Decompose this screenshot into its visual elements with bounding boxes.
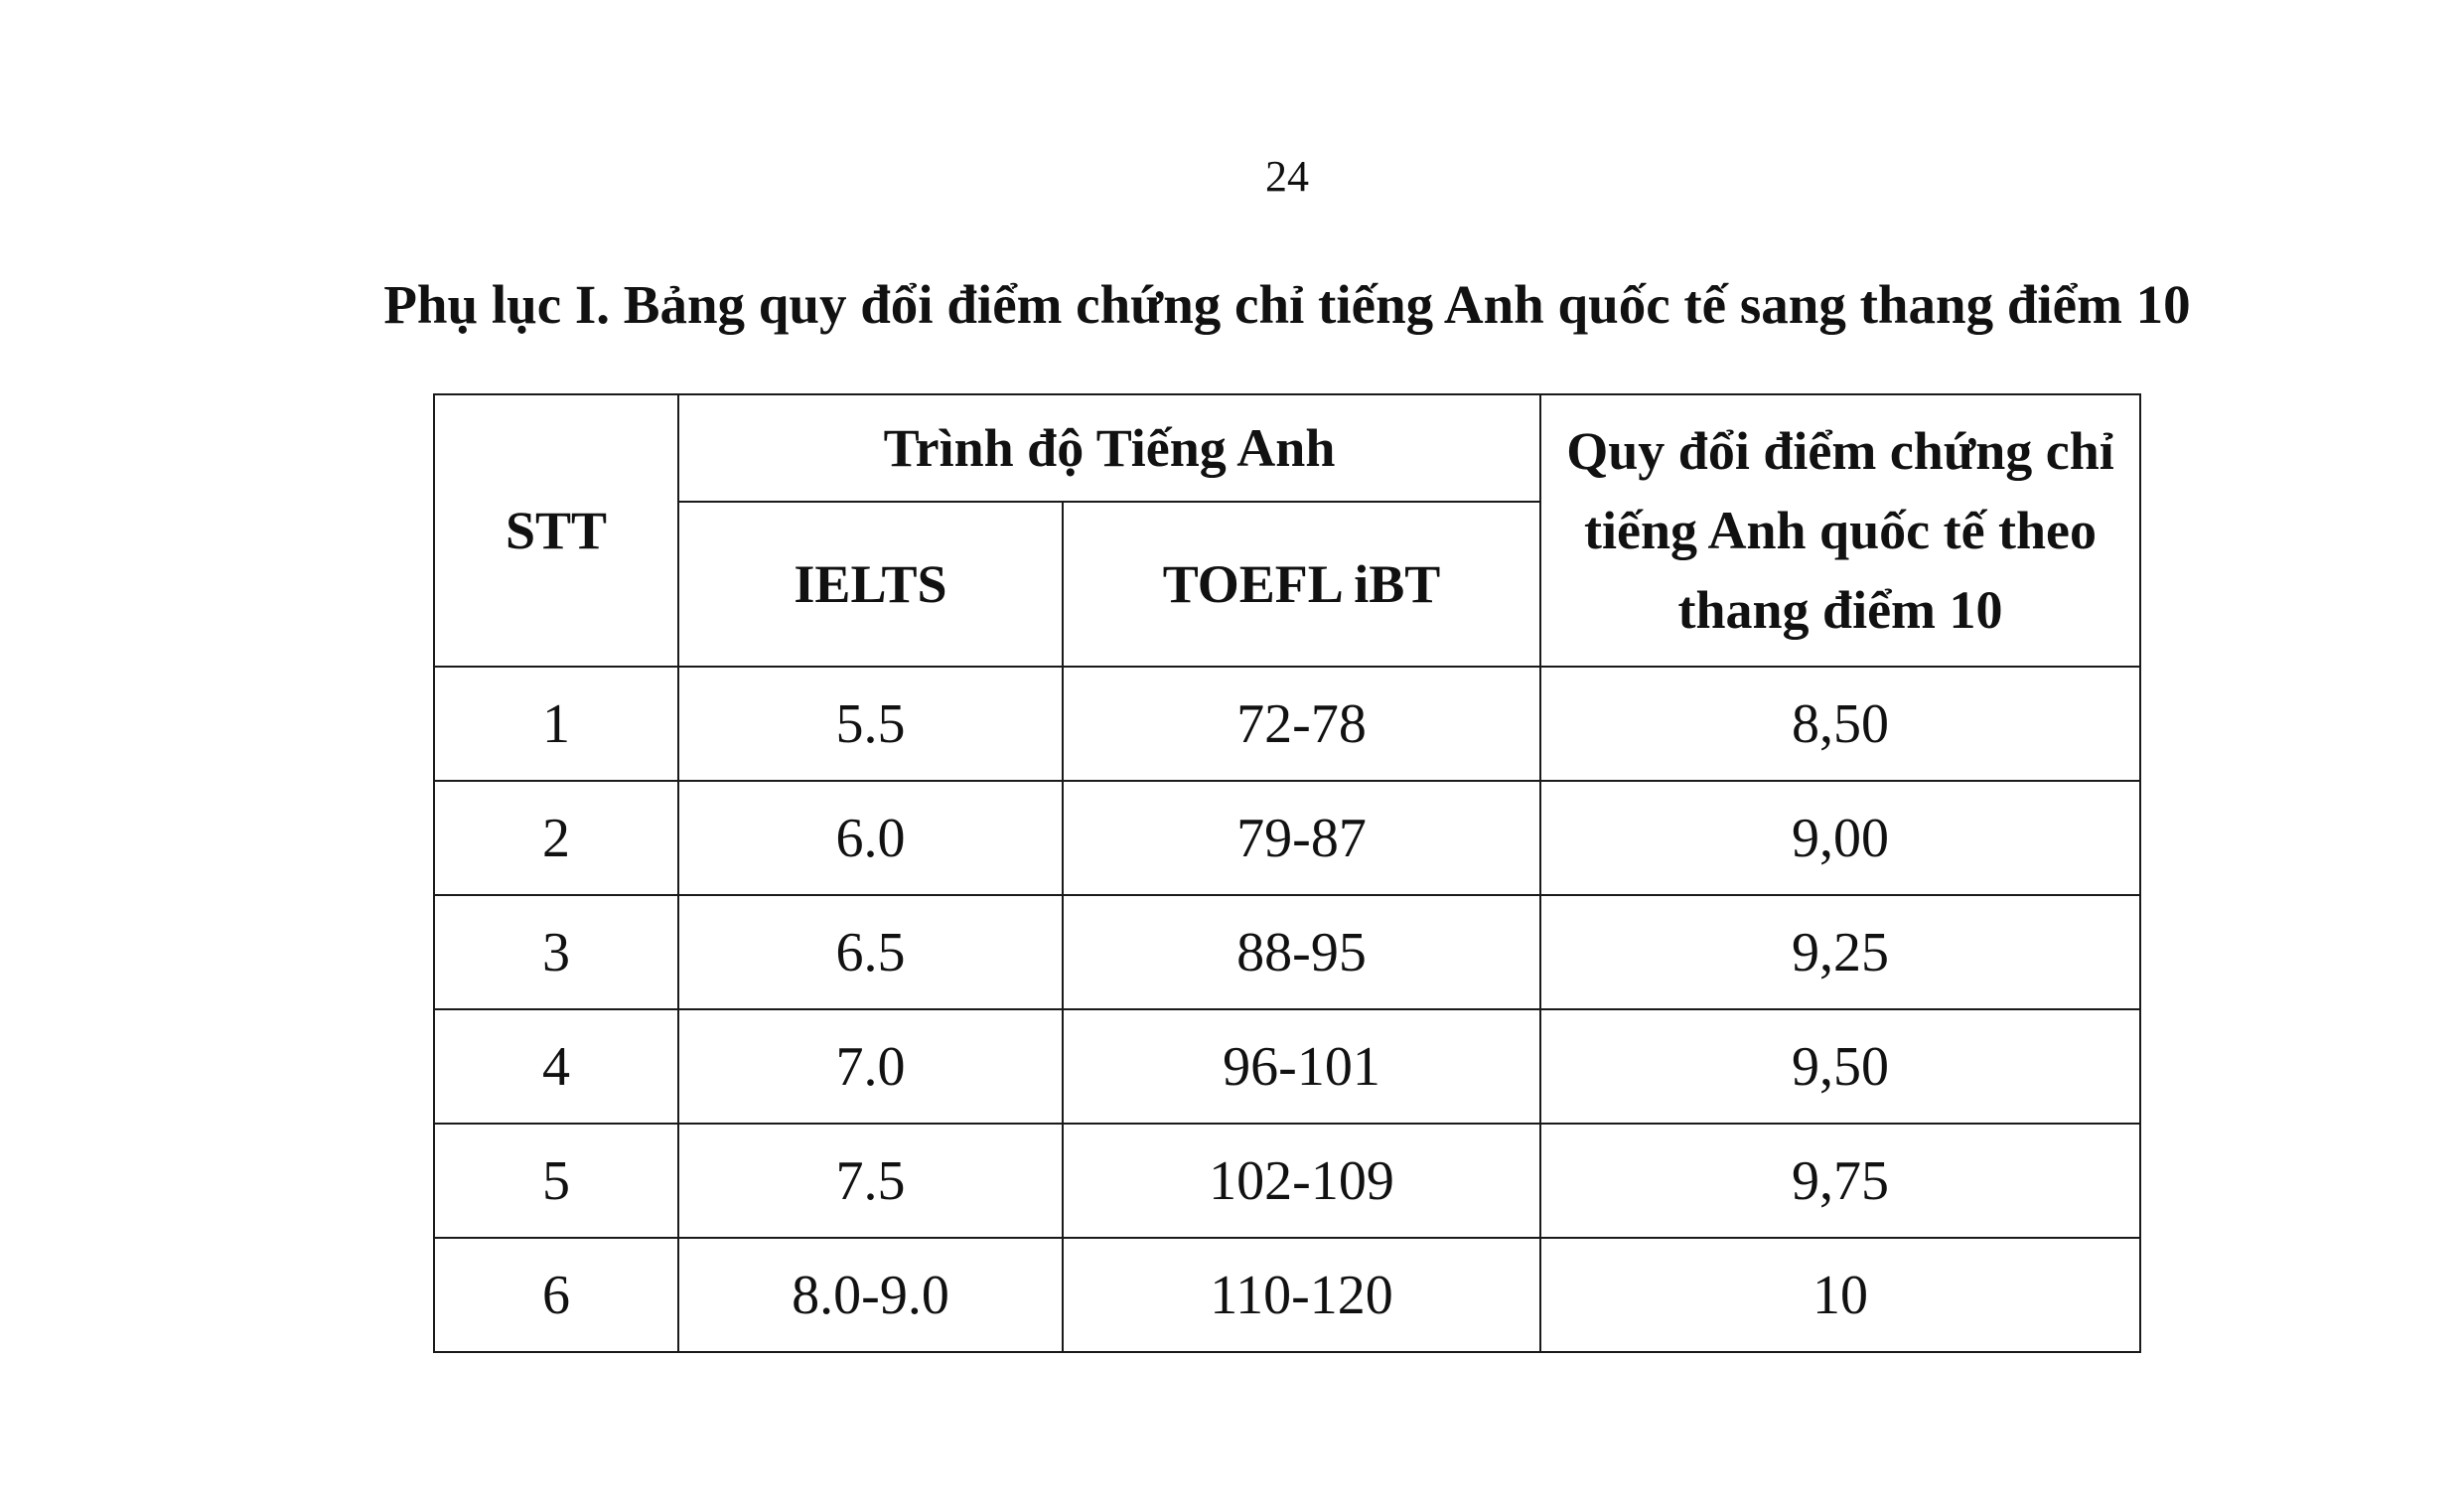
- table-header-row: [434, 394, 2140, 502]
- table-row: [434, 781, 2140, 895]
- cell-ielts: 6.0: [678, 781, 1063, 895]
- cell-score: 10: [1540, 1238, 2140, 1352]
- header-score-conversion: [1540, 394, 2140, 667]
- cell-score: 9,25: [1540, 895, 2140, 1009]
- cell-score: 9,50: [1540, 1009, 2140, 1124]
- header-score-conversion-line-3: thang điểm 10: [1677, 580, 2003, 640]
- cell-ielts: 7.0: [678, 1009, 1063, 1124]
- cell-stt: 5: [434, 1124, 678, 1238]
- cell-stt: 3: [434, 895, 678, 1009]
- cell-toefl: 102-109: [1063, 1124, 1540, 1238]
- cell-toefl: 88-95: [1063, 895, 1540, 1009]
- header-score-conversion-line-2: tiếng Anh quốc tế theo: [1583, 501, 2098, 560]
- page-number: 24: [1265, 152, 1309, 201]
- table-row: [434, 895, 2140, 1009]
- cell-ielts: 6.5: [678, 895, 1063, 1009]
- cell-score: 8,50: [1540, 667, 2140, 781]
- cell-ielts: 7.5: [678, 1124, 1063, 1238]
- cell-stt: 4: [434, 1009, 678, 1124]
- cell-toefl: 96-101: [1063, 1009, 1540, 1124]
- header-ielts: IELTS: [678, 502, 1063, 667]
- cell-ielts: 8.0-9.0: [678, 1238, 1063, 1352]
- table-row: [434, 1124, 2140, 1238]
- cell-score: 9,75: [1540, 1124, 2140, 1238]
- cell-score: 9,00: [1540, 781, 2140, 895]
- cell-toefl: 72-78: [1063, 667, 1540, 781]
- header-score-conversion-line-1: Quy đổi điểm chứng chỉ: [1566, 421, 2114, 481]
- table-row: [434, 667, 2140, 781]
- header-stt: STT: [434, 394, 678, 667]
- cell-ielts: 5.5: [678, 667, 1063, 781]
- page-title: Phụ lục I. Bảng quy đổi điểm chứng chỉ tiếng Anh quốc tế sang thang điểm 10: [383, 274, 2191, 335]
- header-toefl: TOEFL iBT: [1063, 502, 1540, 667]
- table-row: [434, 1009, 2140, 1124]
- header-english-level: Trình độ Tiếng Anh: [678, 394, 1540, 502]
- table-row: [434, 1238, 2140, 1352]
- cell-toefl: 79-87: [1063, 781, 1540, 895]
- conversion-table: [433, 393, 2141, 1353]
- cell-toefl: 110-120: [1063, 1238, 1540, 1352]
- cell-stt: 2: [434, 781, 678, 895]
- cell-stt: 1: [434, 667, 678, 781]
- cell-stt: 6: [434, 1238, 678, 1352]
